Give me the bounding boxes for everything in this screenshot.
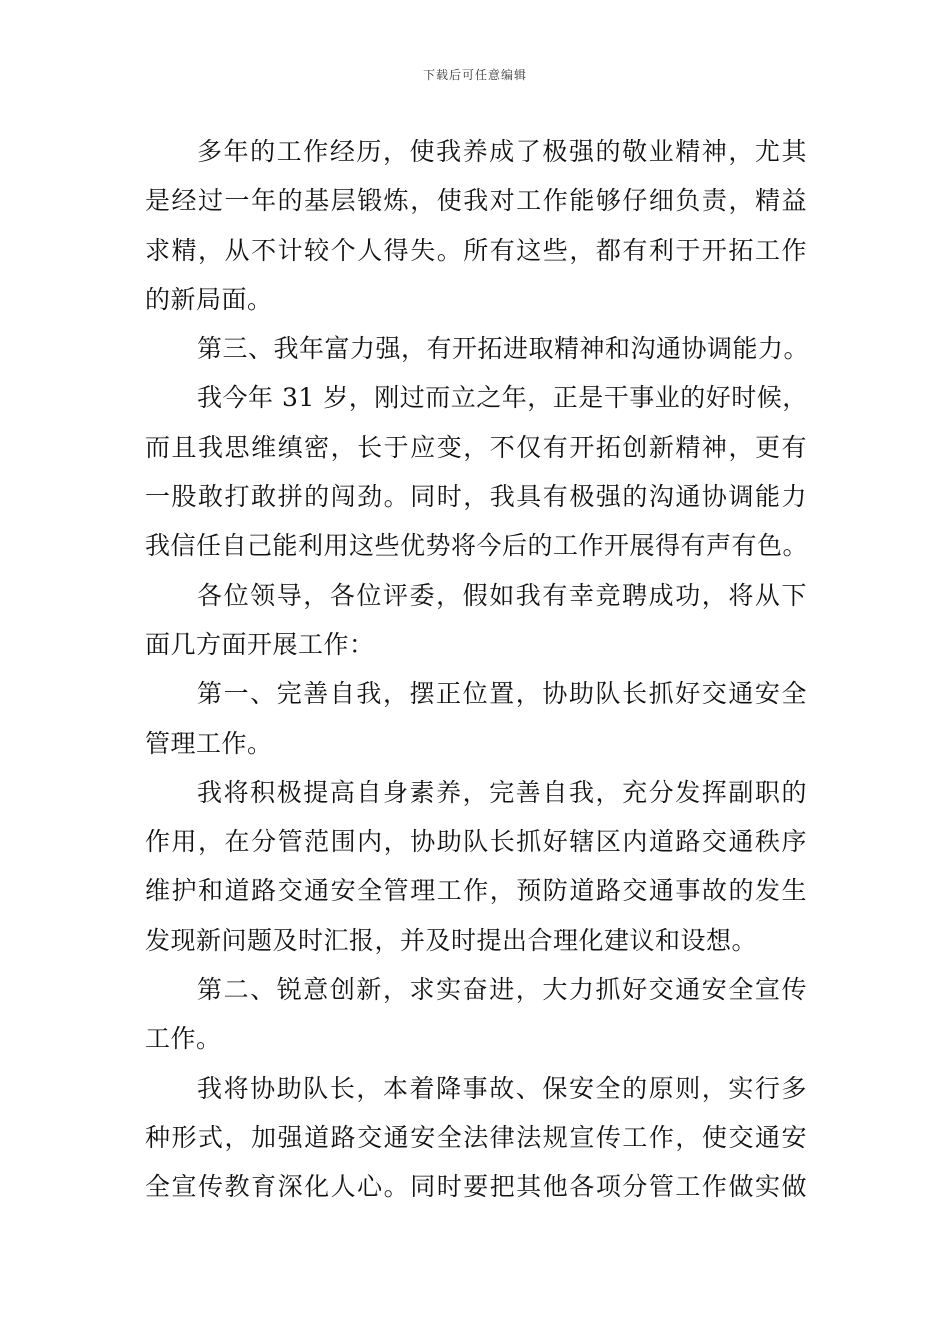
text-line: 维护和道路交通安全管理工作，预防道路交通事故的发生 — [145, 876, 807, 906]
text-line: 求精，从不计较个人得失。所有这些，都有利于开拓工作 — [145, 235, 807, 265]
text-line: 面几方面开展工作： — [145, 629, 375, 659]
text-line: 各位领导，各位评委，假如我有幸竞聘成功，将从下 — [197, 580, 807, 610]
text-line: 第一、完善自我，摆正位置，协助队长抓好交通安全 — [197, 679, 807, 709]
text-line: 我信任自己能利用这些优势将今后的工作开展得有声有色。 — [145, 531, 809, 561]
text-line: 种形式，加强道路交通安全法律法规宣传工作，使交通安 — [145, 1122, 807, 1152]
text-line: 第二、锐意创新，求实奋进，大力抓好交通安全宣传 — [197, 975, 807, 1005]
text-line: 第三、我年富力强，有开拓进取精神和沟通协调能力。 — [197, 334, 810, 364]
text-line: 作用，在分管范围内，协助队长抓好辖区内道路交通秩序 — [145, 827, 807, 857]
document-body — [145, 127, 810, 1212]
text-line: 的新局面。 — [145, 284, 273, 314]
text-line: 我将协助队长，本着降事故、保安全的原则，实行多 — [197, 1073, 807, 1103]
text-line: 是经过一年的基层锻炼，使我对工作能够仔细负责，精益 — [145, 186, 807, 216]
text-line: 全宣传教育深化人心。同时要把其他各项分管工作做实做 — [145, 1172, 807, 1202]
text-line: 工作。 — [145, 1024, 222, 1054]
text-line: 我将积极提高自身素养，完善自我，充分发挥副职的 — [197, 777, 807, 807]
text-line: 发现新问题及时汇报，并及时提出合理化建议和设想。 — [145, 925, 758, 955]
text-line: 管理工作。 — [145, 728, 273, 758]
page-header-note: 下载后可任意编辑 — [422, 68, 527, 82]
text-line: 多年的工作经历，使我养成了极强的敬业精神，尤其 — [197, 137, 807, 166]
text-line: 我今年 31 岁，刚过而立之年，正是干事业的好时候， — [197, 383, 808, 413]
text-line: 而且我思维缜密，长于应变，不仅有开拓创新精神，更有 — [145, 432, 807, 462]
text-line: 一股敢打敢拼的闯劲。同时，我具有极强的沟通协调能力 — [145, 482, 807, 512]
